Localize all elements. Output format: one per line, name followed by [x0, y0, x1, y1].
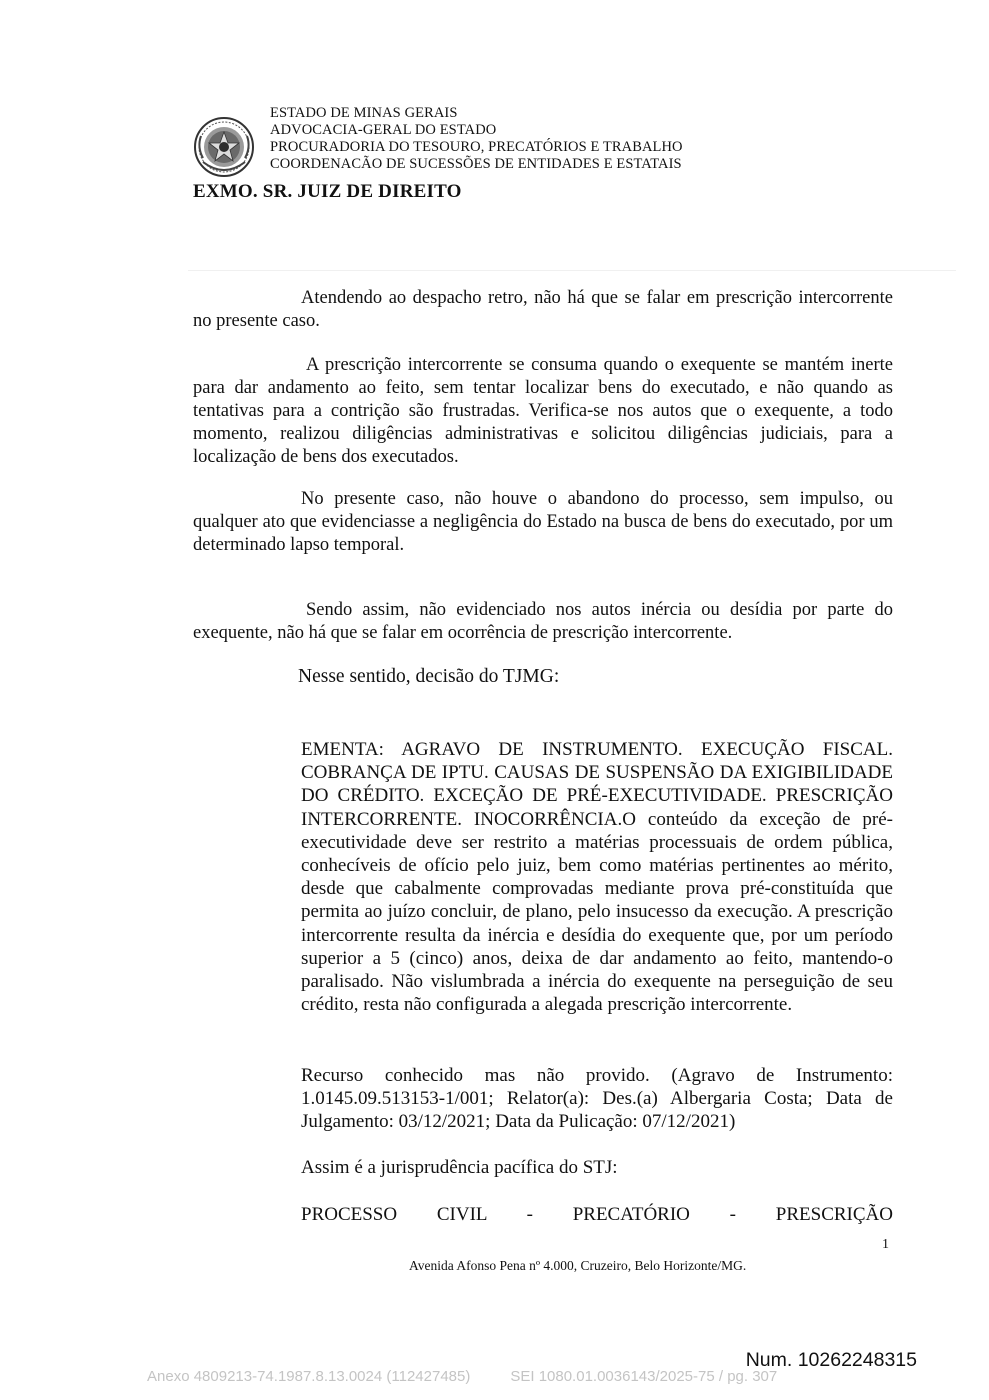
- stj-heading: PROCESSO CIVIL - PRECATÓRIO - PRESCRIÇÃO: [301, 1204, 893, 1225]
- page-number: 1: [882, 1237, 889, 1252]
- paragraph-2: A prescrição intercorrente se consuma quando o exequente se mantém inerte para dar andamento ao feito, sem tentar localizar bens do executado, e não quando as tentativas para a contrição são frustradas. Verifica-se nos autos que o exequente, a todo momento, realizou diligências administrativas e solicitou diligências judiciais, para a localização de bens dos executados.: [193, 355, 893, 467]
- document-number: Num. 10262248315: [745, 1349, 917, 1371]
- tjmg-intro: Nesse sentido, decisão do TJMG:: [298, 666, 560, 687]
- stj-intro: Assim é a jurisprudência pacífica do STJ:: [301, 1157, 618, 1178]
- annex-reference: Anexo 4809213-74.1987.8.13.0024 (112427485): [147, 1368, 471, 1385]
- letterhead-line-coordenacao: COORDENACÃO DE SUCESSÕES DE ENTIDADES E ESTATAIS: [270, 156, 682, 172]
- ementa-citation: Recurso conhecido mas não provido. (Agravo de Instrumento: 1.0145.09.513153-1/001; Relator(a): Des.(a) Albergaria Costa; Data de Julgamento: 03/12/2021; Data da Pulicação: 07/12/2021): [301, 1065, 893, 1133]
- annex-footer: [147, 1368, 777, 1385]
- paragraph-4: Sendo assim, não evidenciado nos autos inércia ou desídia por parte do exequente, não há que se falar em ocorrência de prescrição intercorrente.: [193, 600, 893, 643]
- letterhead-line-state: ESTADO DE MINAS GERAIS: [270, 105, 458, 121]
- ementa-quote: EMENTA: AGRAVO DE INSTRUMENTO. EXECUÇÃO FISCAL. COBRANÇA DE IPTU. CAUSAS DE SUSPENSÃO DA EXIGIBILIDADE DO CRÉDITO. EXCEÇÃO DE PRÉ-EXECUTIVIDADE. PRESCRIÇÃO INTERCORRENTE. INOCORRÊNCIA.O conteúdo da exceção de pré-executividade deve ser restrito a matérias processuais de ordem pública, conhecíveis de ofício pelo juiz, bem como matérias pertinentes ao mérito, desde que cabalmente comprovadas mediante prova pré-constituída que permita ao juízo concluir, de plano, pelo insucesso da execução. A prescrição intercorrente resulta da inércia e desídia do exequente que, por um período superior a 5 (cinco) anos, deixa de dar andamento ao feito, mantendo-o paralisado. Não vislumbrada a inércia do exequente na perseguição de seu crédito, resta não configurada a alegada prescrição intercorrente.: [301, 739, 893, 1016]
- header-divider: [188, 270, 956, 271]
- footer-address: Avenida Afonso Pena nº 4.000, Cruzeiro, Belo Horizonte/MG.: [409, 1258, 747, 1273]
- letterhead-line-agency: ADVOCACIA-GERAL DO ESTADO: [270, 122, 497, 138]
- coat-of-arms-seal-icon: [193, 116, 255, 178]
- letterhead-line-procuradoria: PROCURADORIA DO TESOURO, PRECATÓRIOS E TRABALHO: [270, 139, 683, 155]
- sei-reference: SEI 1080.01.0036143/2025-75 / pg. 307: [510, 1368, 778, 1385]
- paragraph-3: No presente caso, não houve o abandono do processo, sem impulso, ou qualquer ato que evidenciasse a negligência do Estado na busca de bens do executado, por um determinado lapso temporal.: [193, 489, 893, 555]
- letterhead: [270, 105, 683, 173]
- paragraph-1: Atendendo ao despacho retro, não há que se falar em prescrição intercorrente no presente caso.: [193, 288, 893, 331]
- addressee-heading: EXMO. SR. JUIZ DE DIREITO: [193, 181, 462, 202]
